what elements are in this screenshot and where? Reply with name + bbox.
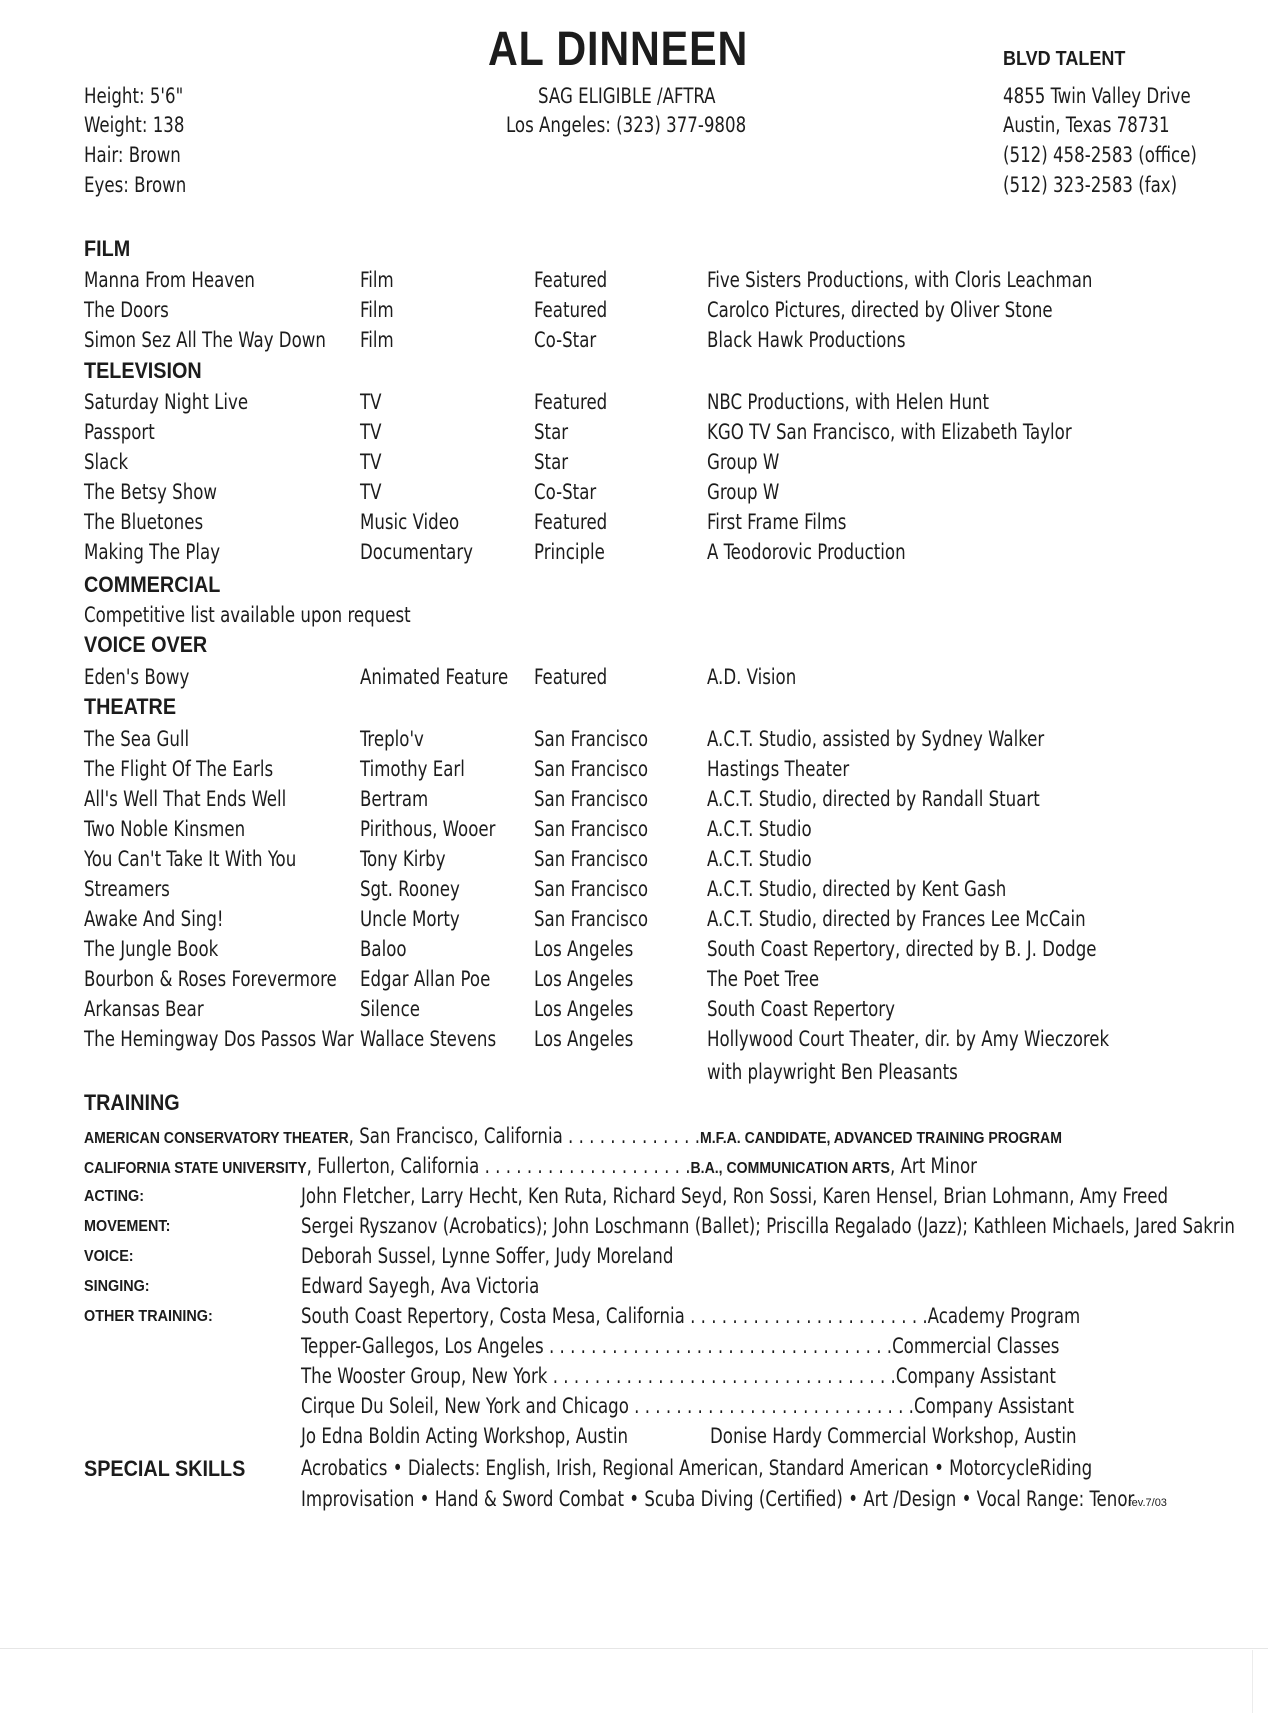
training-label-acting: ACTING: [84,1188,144,1205]
training-value-acting: John Fletcher, Larry Hecht, Ken Ruta, Richard Seyd, Ron Sossi, Karen Hensel, Brian Lohmann, Amy Freed [301,1184,1169,1208]
credit-title: Eden's Bowy [84,665,190,689]
credit-row [84,298,1184,326]
credit-billing: Featured [534,298,608,322]
credit-company: Hollywood Court Theater, dir. by Amy Wieczorek [707,1027,1110,1051]
training-label-movement: MOVEMENT: [84,1218,171,1235]
credit-row [84,420,1184,448]
other-program: Company Assistant [895,1364,1056,1388]
credit-billing: Principle [534,540,605,564]
section-title-commercial: COMMERCIAL [84,572,221,597]
credit-row [84,847,1184,875]
commercial-note: Competitive list available upon request [84,603,411,627]
credit-company: A.C.T. Studio, directed by Frances Lee McCain [707,907,1086,931]
credit-title: The Hemingway Dos Passos War [84,1027,354,1051]
credit-company: A.C.T. Studio [707,847,812,871]
leader-dots: . . . . . . . . . . . . . . . . . . . . . . . . . . . . . . . . . [543,1334,893,1358]
training-label-singing: SINGING: [84,1278,150,1295]
credit-role-type: TV [360,450,382,474]
credit-role-type: Timothy Earl [360,757,465,781]
training-value-singing: Edward Sayegh, Ava Victoria [301,1274,540,1298]
credit-billing: Co-Star [534,328,597,352]
credit-title: Manna From Heaven [84,268,255,292]
credit-role-type: Edgar Allan Poe [360,967,491,991]
credit-company: First Frame Films [707,510,847,534]
credit-role-type: Baloo [360,937,407,961]
scan-artifact-edge [1252,1650,1253,1713]
credit-row [84,328,1184,356]
credit-row [84,967,1184,995]
leader-dots: . . . . . . . . . . . . . . . . . . . . . . . . . . . [628,1394,914,1418]
credit-role-type: Bertram [360,787,429,811]
credit-billing: Los Angeles [534,1027,634,1051]
actor-name: AL DINNEEN [488,23,749,76]
credit-company: Group W [707,480,780,504]
credit-row [84,787,1184,815]
credit-row [84,937,1184,965]
credit-billing: San Francisco [534,847,649,871]
credit-title: Making The Play [84,540,221,564]
other-place: Tepper-Gallegos, Los Angeles [301,1334,544,1358]
credit-role-type: Pirithous, Wooer [360,817,496,841]
credit-billing: Featured [534,510,608,534]
credit-billing: Featured [534,268,608,292]
credit-role-type: Tony Kirby [360,847,446,871]
credit-role-type: TV [360,390,382,414]
training-school-csu [84,1154,977,1178]
credit-title: Simon Sez All The Way Down [84,328,326,352]
other-place: South Coast Repertory, Costa Mesa, California [301,1304,685,1328]
credit-role-type: Music Video [360,510,460,534]
credit-billing: Featured [534,390,608,414]
credit-billing: Star [534,450,569,474]
credit-row [84,997,1184,1025]
credit-billing: Featured [534,665,608,689]
leader-dots: . . . . . . . . . . . . . [562,1124,701,1148]
stat-hair: Hair: Brown [84,143,181,167]
section-title-training: TRAINING [84,1090,180,1115]
union-status: SAG ELIGIBLE /AFTRA [538,84,716,108]
credit-company: A.D. Vision [707,665,797,689]
credit-title: Two Noble Kinsmen [84,817,246,841]
section-title-theatre: THEATRE [84,694,177,719]
credit-title: The Bluetones [84,510,204,534]
credit-role-type: Silence [360,997,420,1021]
credit-row [84,817,1184,845]
credit-row [84,480,1184,508]
credit-company: A Teodorovic Production [707,540,906,564]
credit-title: Bourbon & Roses Forevermore [84,967,337,991]
credit-row [84,877,1184,905]
revision-date: rev.7/03 [1128,1497,1167,1509]
credit-company: Black Hawk Productions [707,328,906,352]
training-school-act [84,1124,1062,1148]
scan-artifact-line [0,1648,1268,1649]
other-training-3 [301,1364,1056,1388]
credit-billing: San Francisco [534,727,649,751]
leader-dots: . . . . . . . . . . . . . . . . . . . . . . . [684,1304,928,1328]
credit-billing: San Francisco [534,757,649,781]
credit-billing: San Francisco [534,787,649,811]
credit-company: KGO TV San Francisco, with Elizabeth Taylor [707,420,1072,444]
credit-row [84,1027,1184,1055]
special-skills-line-2: Improvisation • Hand & Sword Combat • Scuba Diving (Certified) • Art /Design • Vocal Range: Tenor [301,1487,1135,1511]
credit-role-type: TV [360,480,382,504]
credit-role-type: Wallace Stevens [360,1027,497,1051]
credit-role-type: Uncle Morty [360,907,460,931]
other-training-1 [301,1304,1080,1328]
credit-billing: San Francisco [534,877,649,901]
leader-dots: . . . . . . . . . . . . . . . . . . . . . . . . . . . . . . . . . [547,1364,896,1388]
credit-billing: Los Angeles [534,967,634,991]
credit-billing: San Francisco [534,907,649,931]
credit-company: Hastings Theater [707,757,850,781]
credit-row [84,727,1184,755]
credit-company: Carolco Pictures, directed by Oliver Stone [707,298,1053,322]
degree: B.A., COMMUNICATION ARTS [690,1160,890,1177]
credit-title: Arkansas Bear [84,997,204,1021]
other-program: Academy Program [927,1304,1081,1328]
credit-title: Passport [84,420,155,444]
credit-billing: Co-Star [534,480,597,504]
agency-name: BLVD TALENT [1003,48,1126,70]
section-title-film: FILM [84,236,131,261]
degree-extra: , Art Minor [889,1154,978,1178]
agency-street: 4855 Twin Valley Drive [1003,84,1191,108]
credit-billing: Los Angeles [534,997,634,1021]
credit-company: The Poet Tree [707,967,820,991]
credit-row [84,665,1184,693]
other-place: The Wooster Group, New York [301,1364,548,1388]
stat-weight: Weight: 138 [84,113,185,137]
credit-title: The Jungle Book [84,937,219,961]
other-program: Commercial Classes [892,1334,1060,1358]
credit-title: The Betsy Show [84,480,218,504]
credit-role-type: Film [360,298,394,322]
credit-title: Saturday Night Live [84,390,249,414]
training-label-other: OTHER TRAINING: [84,1308,213,1325]
credit-billing: Los Angeles [534,937,634,961]
credit-row [84,390,1184,418]
workshop-hardy: Donise Hardy Commercial Workshop, Austin [710,1424,1077,1448]
credit-role-type: Film [360,268,394,292]
other-training-2 [301,1334,1059,1358]
credit-role-type: Treplo'v [360,727,424,751]
training-value-movement: Sergei Ryszanov (Acrobatics); John Loschmann (Ballet); Priscilla Regalado (Jazz); Kathleen Michaels, Jared Sakrin [301,1214,1235,1238]
other-program: Company Assistant [913,1394,1075,1418]
credit-row [84,268,1184,296]
section-title-special-skills: SPECIAL SKILLS [84,1456,246,1481]
credit-billing: Star [534,420,569,444]
credit-row [84,540,1184,568]
agency-office-phone: (512) 458-2583 (office) [1003,143,1197,167]
other-place: Cirque Du Soleil, New York and Chicago [301,1394,629,1418]
credit-company: A.C.T. Studio, directed by Kent Gash [707,877,1007,901]
school-place: , San Francisco, California [348,1124,563,1148]
credit-role-type: Animated Feature [360,665,509,689]
contact-phone: Los Angeles: (323) 377-9808 [506,113,747,137]
credit-company: Group W [707,450,780,474]
credit-company: NBC Productions, with Helen Hunt [707,390,990,414]
degree: M.F.A. CANDIDATE, ADVANCED TRAINING PROGRAM [700,1130,1062,1147]
stat-height: Height: 5'6" [84,84,184,108]
credit-title: Streamers [84,877,170,901]
credit-title: The Flight Of The Earls [84,757,274,781]
credit-title: The Sea Gull [84,727,190,751]
credit-title: The Doors [84,298,169,322]
special-skills-line-1: Acrobatics • Dialects: English, Irish, Regional American, Standard American • MotorcycleRiding [301,1456,1093,1480]
credit-company: A.C.T. Studio [707,817,812,841]
agency-city: Austin, Texas 78731 [1003,113,1170,137]
credit-role-type: TV [360,420,382,444]
credit-title: All's Well That Ends Well [84,787,287,811]
school-name: AMERICAN CONSERVATORY THEATER [84,1130,349,1147]
credit-title: Slack [84,450,129,474]
credit-title: You Can't Take It With You [84,847,297,871]
leader-dots: . . . . . . . . . . . . . . . . . . . . [479,1154,691,1178]
credit-role-type: Documentary [360,540,473,564]
agency-fax: (512) 323-2583 (fax) [1003,173,1178,197]
training-label-voice: VOICE: [84,1248,134,1265]
credit-title: Awake And Sing! [84,907,224,931]
workshop-boldin: Jo Edna Boldin Acting Workshop, Austin [301,1424,629,1448]
theatre-continuation: with playwright Ben Pleasants [707,1060,958,1084]
other-training-4 [301,1394,1074,1418]
credit-row [84,757,1184,785]
credit-company: Five Sisters Productions, with Cloris Leachman [707,268,1093,292]
credit-row [84,450,1184,478]
credit-row [84,510,1184,538]
credit-company: A.C.T. Studio, directed by Randall Stuart [707,787,1040,811]
section-title-television: TELEVISION [84,358,202,383]
school-name: CALIFORNIA STATE UNIVERSITY [84,1160,307,1177]
school-place: , Fullerton, California [306,1154,480,1178]
credit-role-type: Film [360,328,394,352]
credit-row [84,907,1184,935]
credit-company: South Coast Repertory, directed by B. J. Dodge [707,937,1097,961]
credit-role-type: Sgt. Rooney [360,877,460,901]
credit-billing: San Francisco [534,817,649,841]
credit-company: South Coast Repertory [707,997,895,1021]
credit-company: A.C.T. Studio, assisted by Sydney Walker [707,727,1045,751]
stat-eyes: Eyes: Brown [84,173,187,197]
training-value-voice: Deborah Sussel, Lynne Soffer, Judy Moreland [301,1244,674,1268]
section-title-voice-over: VOICE OVER [84,632,208,657]
